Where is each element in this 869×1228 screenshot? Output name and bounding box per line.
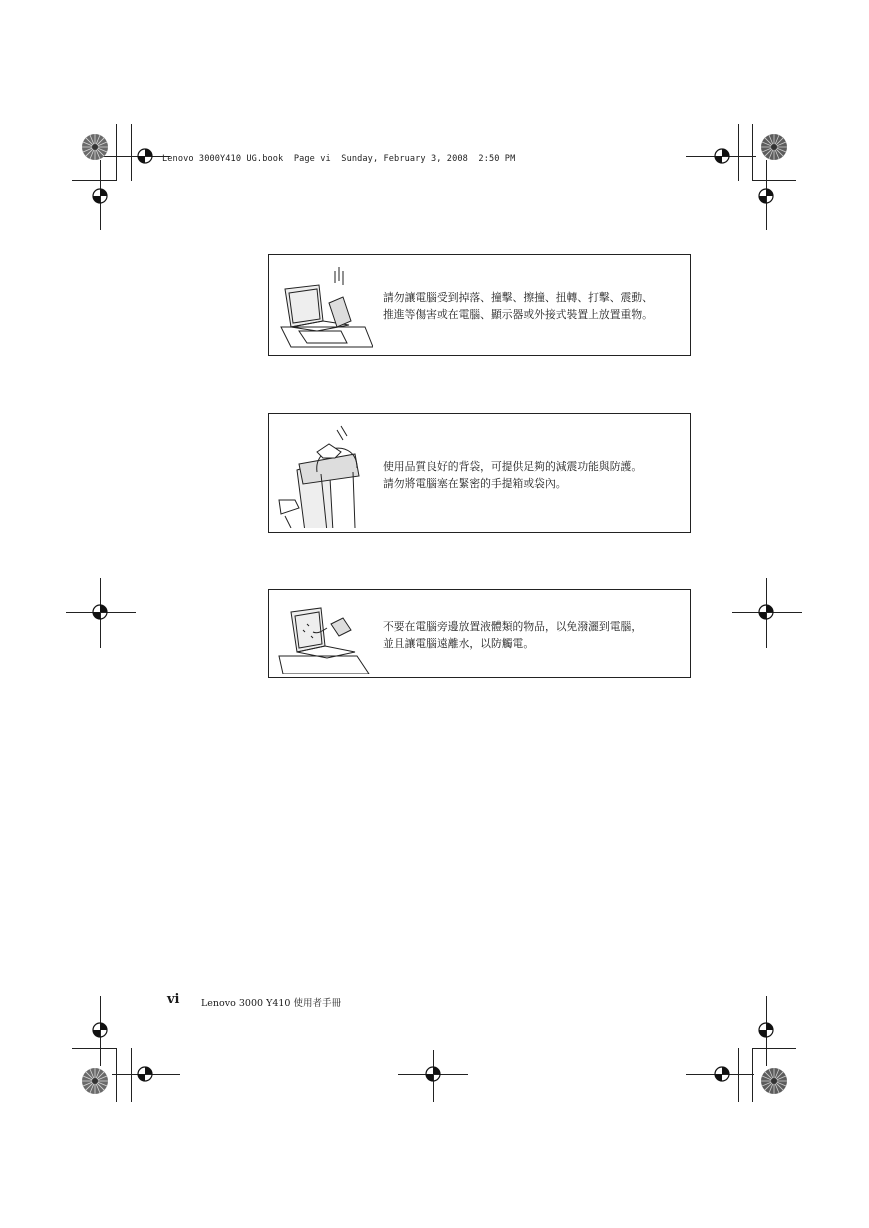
running-footer-title: Lenovo 3000 Y410 使用者手冊 (201, 998, 341, 1009)
registration-target-icon (754, 184, 778, 208)
registration-target-icon (88, 600, 112, 624)
warning-line: 推進等傷害或在電腦、顯示器或外接式裝置上放置重物。 (383, 308, 653, 321)
registration-target-icon (754, 1018, 778, 1042)
registration-target-icon (133, 1062, 157, 1086)
registration-target-icon (88, 1018, 112, 1042)
warning-box-liquid (268, 589, 691, 678)
warning-line: 並且讓電腦遠離水，以防觸電。 (383, 637, 535, 650)
page-number: vi (167, 992, 180, 1007)
warning-text (383, 289, 684, 323)
warning-line: 不要在電腦旁邊放置液體類的物品，以免潑灑到電腦， (383, 620, 643, 633)
print-slug: Lenovo 3000Y410 UG.book Page vi Sunday, February 3, 2008 2:50 PM (162, 154, 516, 164)
registration-target-icon (88, 184, 112, 208)
registration-target-icon (133, 144, 157, 168)
warning-text (383, 458, 684, 492)
registration-target-icon (710, 1062, 734, 1086)
starburst-target-icon (81, 133, 109, 161)
warning-line: 請勿讓電腦受到掉落、撞擊、擦撞、扭轉、打擊、震動、 (383, 291, 653, 304)
warning-box-drop (268, 254, 691, 356)
laptop-bag-illustration-icon (277, 424, 373, 528)
warning-text (383, 618, 684, 652)
warning-line: 請勿將電腦塞在緊密的手提箱或袋內。 (383, 477, 567, 490)
starburst-target-icon (760, 133, 788, 161)
warning-line: 使用品質良好的背袋，可提供足夠的減震功能與防護。 (383, 460, 643, 473)
warning-box-bag (268, 413, 691, 533)
laptop-liquid-illustration-icon (277, 598, 373, 674)
registration-target-icon (754, 600, 778, 624)
laptop-drop-illustration-icon (277, 265, 373, 349)
starburst-target-icon (81, 1067, 109, 1095)
registration-target-icon (421, 1062, 445, 1086)
registration-target-icon (710, 144, 734, 168)
starburst-target-icon (760, 1067, 788, 1095)
